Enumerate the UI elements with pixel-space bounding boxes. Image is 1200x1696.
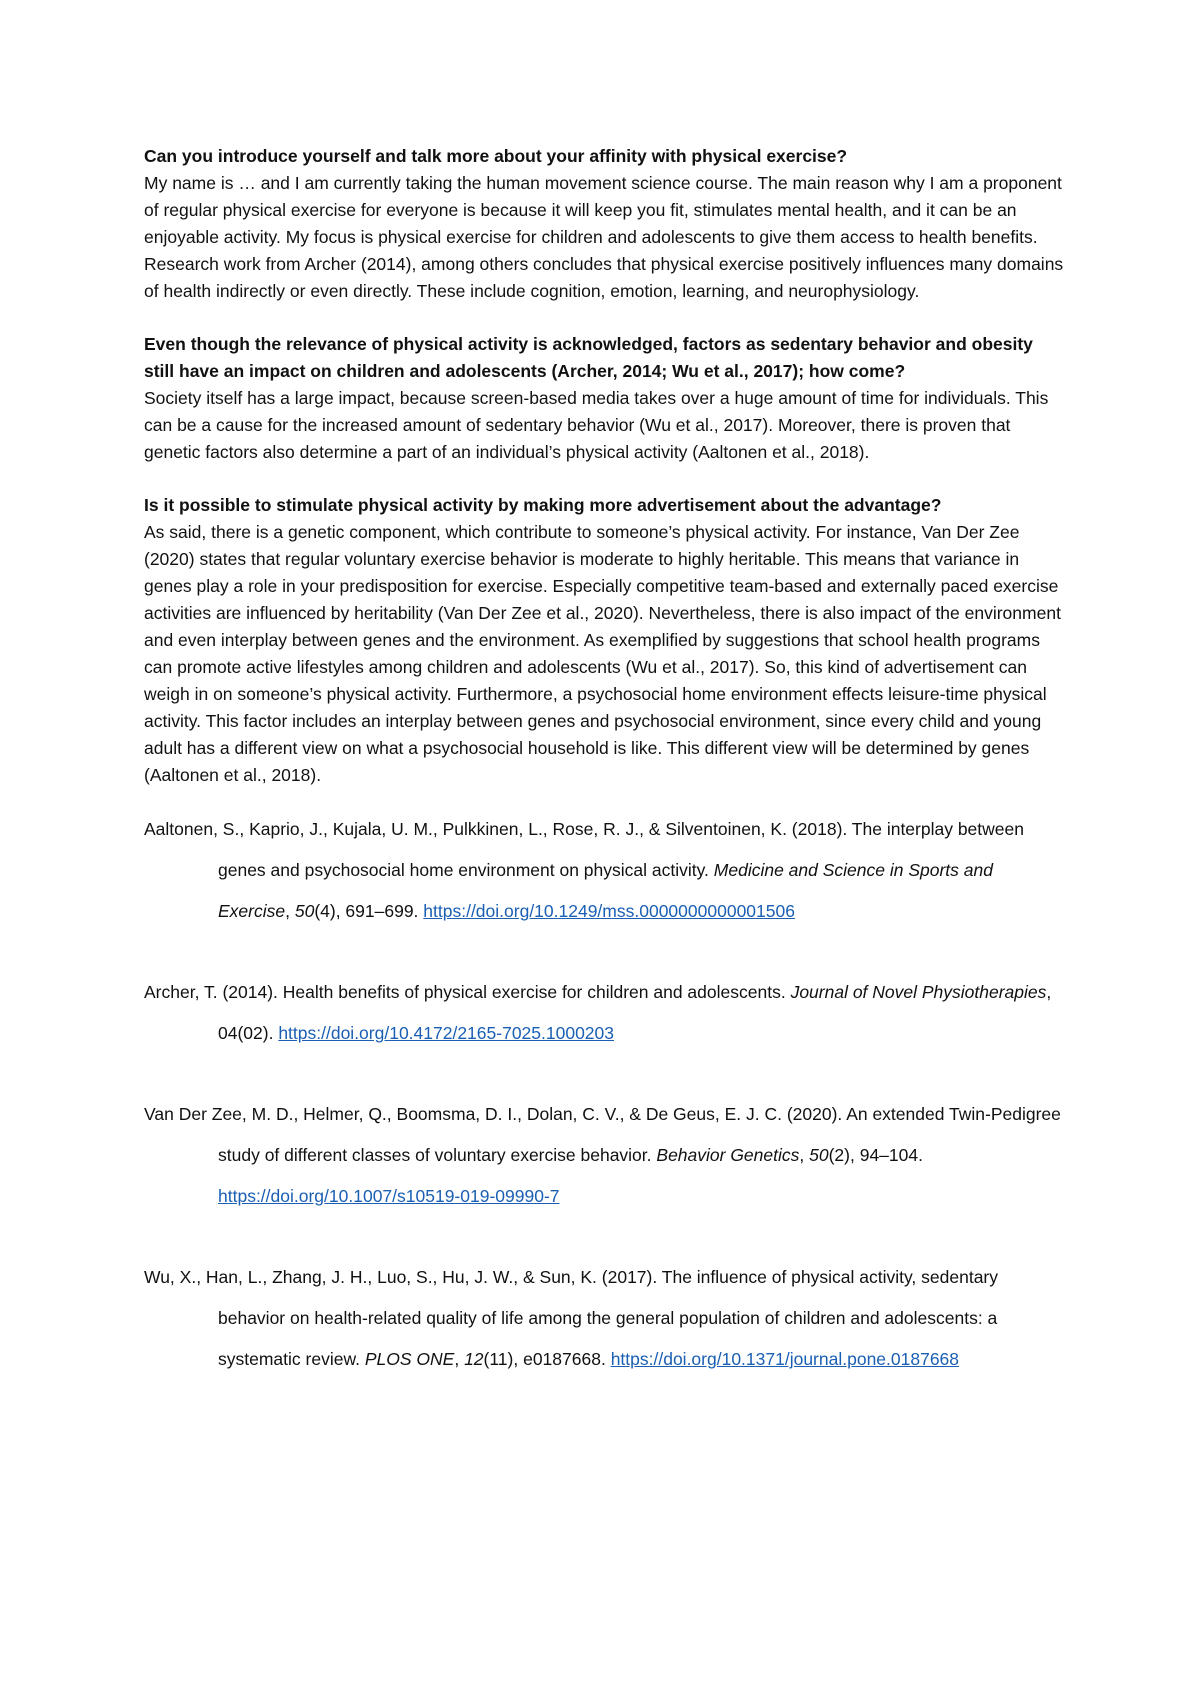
document-body (144, 143, 1064, 1420)
question-heading: Is it possible to stimulate physical activity by making more advertisement about the advantage? (144, 495, 942, 515)
reference-separator: , (454, 1349, 465, 1369)
reference-entry (144, 1094, 1064, 1217)
reference-separator: , (285, 901, 295, 921)
doi-link[interactable]: https://doi.org/10.1007/s10519-019-09990-7 (218, 1186, 560, 1206)
reference-authors-title: Wu, X., Han, L., Zhang, J. H., Luo, S., Hu, J. W., & Sun, K. (2017). The influence of physical activity, sedentary behavior on health-related quality of life among the general population of children and adolescents: a systematic review. (144, 1267, 999, 1369)
reference-journal: Journal of Novel Physiotherapies (790, 982, 1047, 1002)
reference-entry (144, 1257, 1064, 1380)
doi-link[interactable]: https://doi.org/10.1371/journal.pone.0187668 (610, 1349, 960, 1369)
doi-link[interactable]: https://doi.org/10.1249/mss.0000000000001506 (423, 901, 795, 921)
reference-issue-pages: (4), 691–699. (314, 901, 424, 921)
reference-volume: 12 (464, 1349, 484, 1369)
answer-paragraph: My name is … and I am currently taking the human movement science course. The main reason why I am a proponent of regular physical exercise for everyone is because it will keep you fit, stimulates mental health, and it can be an enjoyable activity. My focus is physical exercise for children and adolescents to give them access to health benefits. Research work from Archer (2014), among others concludes that physical exercise positively influences many domains of health indirectly or even directly. These include cognition, emotion, learning, and neurophysiology. (144, 173, 1064, 301)
reference-authors-title: Van Der Zee, M. D., Helmer, Q., Boomsma, D. I., Dolan, C. V., & De Geus, E. J. C. (2020). An extended Twin-Pedigree study of different classes of voluntary exercise behavior. (144, 1104, 1061, 1165)
reference-list (144, 809, 1064, 1380)
question-heading: Can you introduce yourself and talk more about your affinity with physical exercise? (144, 146, 848, 166)
reference-volume: 50 (809, 1145, 829, 1165)
reference-authors-title: Aaltonen, S., Kaprio, J., Kujala, U. M., Pulkkinen, L., Rose, R. J., & Silventoinen, K. (2018). The interplay between genes and psychosocial home environment on physical activity. (144, 819, 1024, 880)
doi-link[interactable]: https://doi.org/10.4172/2165-7025.1000203 (278, 1023, 615, 1043)
reference-issue-pages: (11), e0187668. (483, 1349, 611, 1369)
reference-authors-title: Archer, T. (2014). Health benefits of physical exercise for children and adolescents. (144, 982, 791, 1002)
reference-volume: 50 (294, 901, 315, 921)
reference-entry (144, 809, 1064, 932)
reference-journal: PLOS ONE (364, 1349, 455, 1369)
reference-journal: Behavior Genetics (656, 1145, 800, 1165)
reference-separator: , (799, 1145, 810, 1165)
reference-entry (144, 972, 1064, 1054)
qa-section-2 (144, 331, 1064, 466)
reference-journal: Medicine and Science in Sports and Exercise (218, 860, 993, 921)
answer-paragraph: As said, there is a genetic component, which contribute to someone’s physical activity. For instance, Van Der Zee (2020) states that regular voluntary exercise behavior is moderate to highly heritable. This means that variance in genes play a role in your predisposition for exercise. Especially competitive team-based and externally paced exercise activities are influenced by heritability (Van Der Zee et al., 2020). Nevertheless, there is also impact of the environment and even interplay between genes and the environment. As exemplified by suggestions that school health programs can promote active lifestyles among children and adolescents (Wu et al., 2017). So, this kind of advertisement can weigh in on someone’s physical activity. Furthermore, a psychosocial home environment effects leisure-time physical activity. This factor includes an interplay between genes and psychosocial environment, since every child and young adult has a different view on what a psychosocial household is like. This different view will be determined by genes (Aaltonen et al., 2018). (144, 522, 1061, 785)
question-heading: Even though the relevance of physical activity is acknowledged, factors as sedentary behavior and obesity still have an impact on children and adolescents (Archer, 2014; Wu et al., 2017); how come? (144, 334, 1033, 381)
reference-issue-pages: (2), 94–104. (828, 1145, 923, 1165)
qa-section-3 (144, 492, 1064, 789)
reference-issue-pages: , 04(02). (218, 982, 1052, 1043)
qa-section-1 (144, 143, 1064, 305)
answer-paragraph: Society itself has a large impact, because screen-based media takes over a huge amount of time for individuals. This can be a cause for the increased amount of sedentary behavior (Wu et al., 2017). Moreover, there is proven that genetic factors also determine a part of an individual’s physical activity (Aaltonen et al., 2018). (144, 388, 1049, 462)
